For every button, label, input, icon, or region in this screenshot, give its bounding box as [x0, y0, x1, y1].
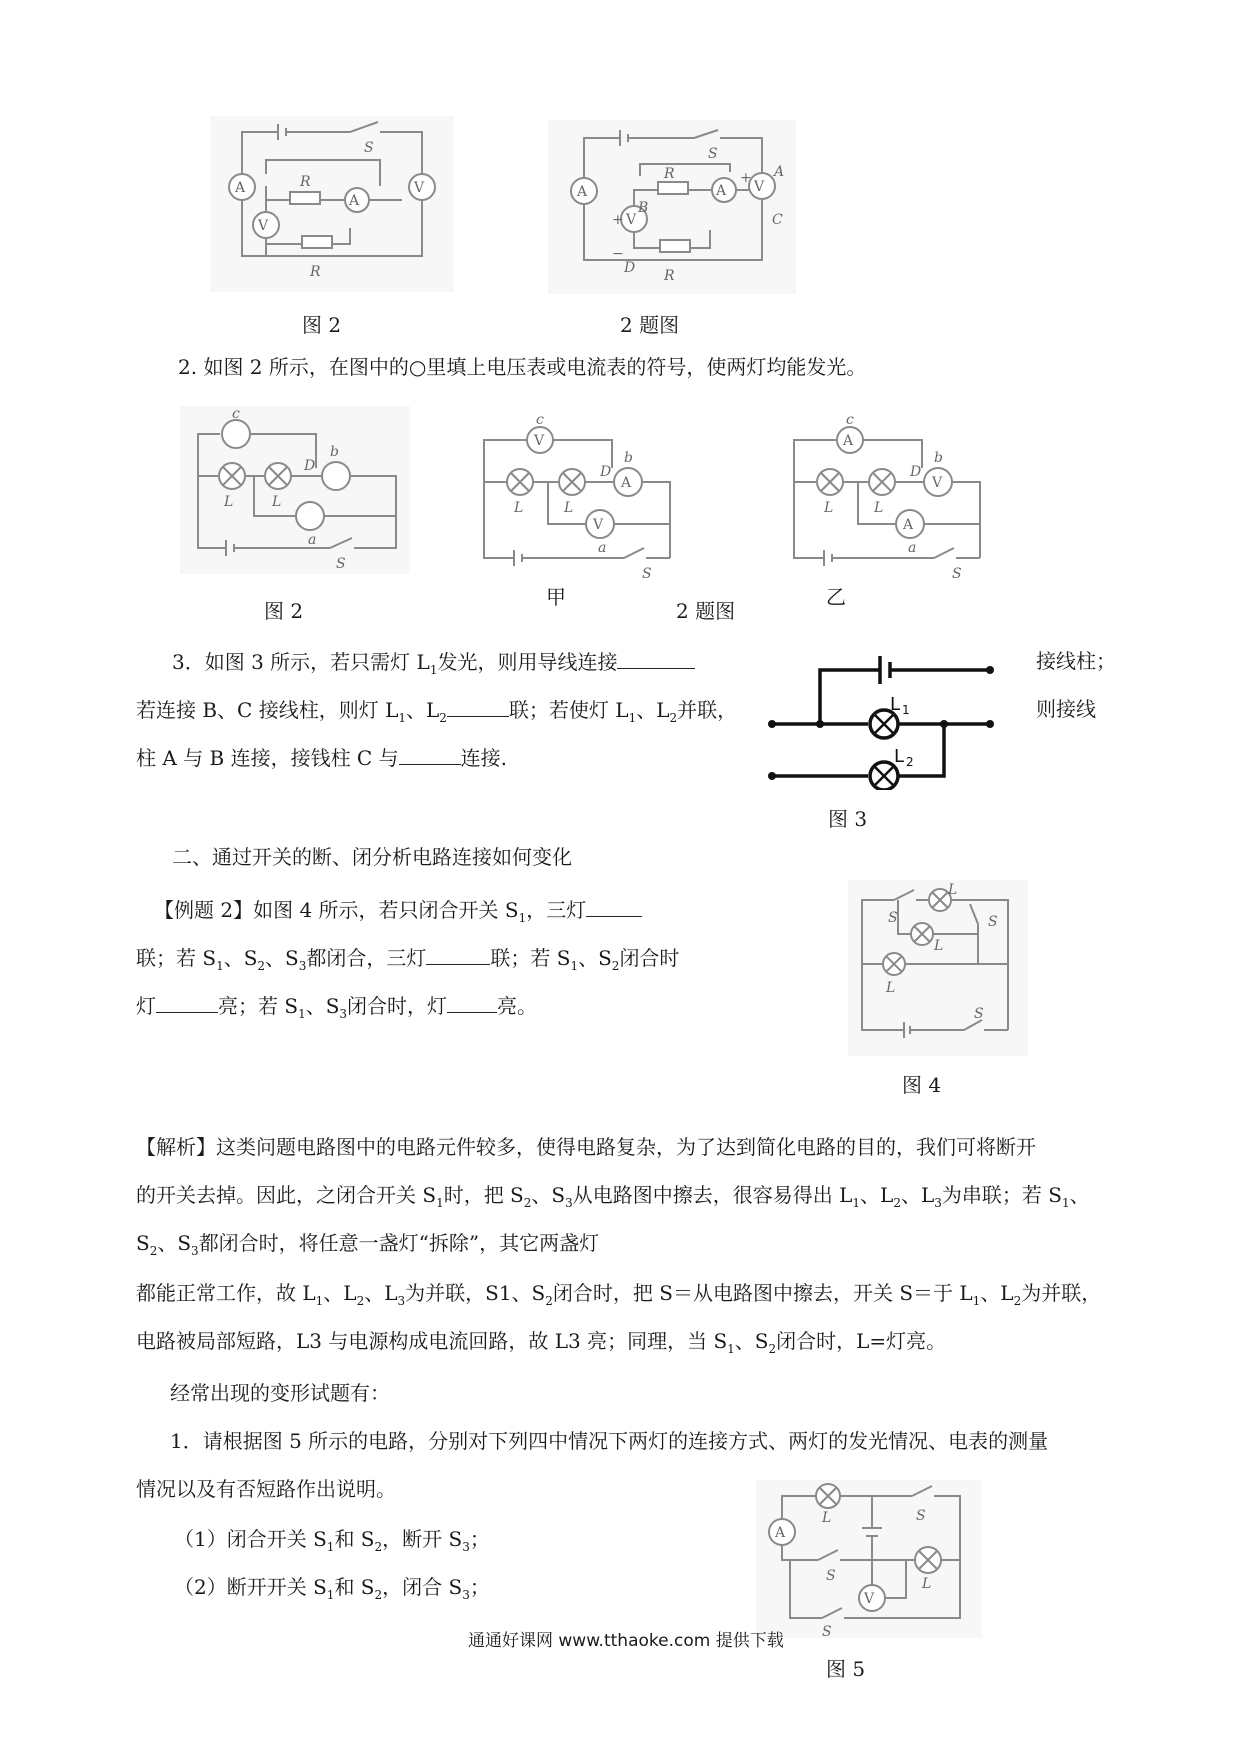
- svg-text:L: L: [272, 494, 282, 510]
- svg-text:R: R: [664, 166, 675, 182]
- svg-text:V: V: [593, 517, 604, 533]
- svg-text:b: b: [330, 444, 339, 460]
- svg-text:c: c: [846, 412, 854, 428]
- svg-text:V: V: [414, 180, 425, 196]
- question-3-line-2: 若连接 B、C 接线柱，则灯 $L_1$、$L_2$ 联；若使灯 $L_1$、$L_2$并联，: [136, 694, 737, 733]
- svg-text:A: A: [903, 517, 914, 533]
- svg-text:L: L: [224, 494, 234, 510]
- label-jia: 甲: [546, 585, 566, 609]
- svg-text:+: +: [612, 212, 624, 228]
- svg-text:C: C: [772, 212, 783, 228]
- svg-text:S: S: [988, 914, 998, 930]
- svg-text:L: L: [894, 746, 905, 767]
- example-2-line-1: 【例题 2】如图 4 所示，若只闭合开关 $S_1$，三灯: [154, 894, 642, 933]
- variants-heading: 经常出现的变形试题有：: [170, 1381, 390, 1405]
- svg-text:2: 2: [906, 755, 914, 769]
- svg-text:V: V: [534, 433, 545, 449]
- svg-text:A: A: [843, 433, 854, 449]
- example-2-line-2: 联；若 $S_1$、$S_2$、$S_3$都闭合，三灯 联；若 $S_1$、$S_2$闭合时: [136, 942, 679, 981]
- example-2-line-3: 灯 亮；若 $S_1$、$S_3$闭合时，灯 亮。: [136, 990, 537, 1029]
- svg-text:A: A: [577, 184, 588, 200]
- svg-text:A: A: [621, 475, 632, 491]
- svg-text:V: V: [932, 475, 943, 491]
- variant-item-1: （1）闭合开关 $S_1$和 $S_2$，断开 $S_3$；: [174, 1527, 490, 1554]
- svg-text:c: c: [536, 412, 544, 428]
- analysis-line-5: 电路被局部短路，L3 与电源构成电流回路，故 L3 亮；同理，当 $S_1$、$S_2$闭合时，L=灯亮。: [136, 1329, 947, 1356]
- svg-text:V: V: [864, 1591, 875, 1607]
- svg-text:A: A: [775, 1525, 786, 1541]
- analysis-line-3: $S_2$、$S_3$都闭合时，将任意一盏灯“拆除”，其它两盏灯: [136, 1231, 600, 1258]
- svg-text:a: a: [598, 540, 607, 556]
- analysis-line-1: 【解析】这类问题电路图中的电路元件较多，使得电路复杂，为了达到简化电路的目的，我们可将断开: [136, 1135, 1036, 1159]
- svg-text:S: S: [952, 566, 962, 582]
- figure-4-three-lamp-circuit: [848, 880, 1028, 1056]
- svg-text:V: V: [754, 179, 765, 195]
- svg-text:L: L: [822, 1510, 832, 1526]
- figure-2-lamp-circuit: [180, 406, 410, 574]
- svg-text:S: S: [916, 1508, 926, 1524]
- question-3-line-1-end: 接线柱；: [1036, 649, 1116, 673]
- svg-text:L: L: [922, 1576, 932, 1592]
- svg-text:V: V: [626, 212, 637, 228]
- figure-2-question-circuit: [548, 120, 796, 294]
- svg-text:R: R: [664, 268, 675, 284]
- svg-text:L: L: [886, 980, 896, 996]
- page-footer: 通通好课网 www.tthaoke.com 提供下载: [468, 1631, 784, 1651]
- svg-text:a: a: [308, 532, 317, 548]
- svg-text:S: S: [336, 556, 346, 572]
- analysis-line-2: 的开关去掉。因此，之闭合开关 $S_1$时，把 $S_2$、$S_3$从电路图中擦去，很容易得出 $L_1$、$L_2$、$L_3$为串联；若 $S_1$、: [136, 1183, 1090, 1210]
- svg-text:S: S: [364, 140, 374, 156]
- figure-4-caption: 图 4: [902, 1073, 942, 1097]
- question-3-line-1: 3．如图 3 所示，若只需灯 $L_1$发光，则用导线连接: [172, 646, 695, 685]
- figure-3-caption: 图 3: [828, 807, 868, 831]
- svg-text:D: D: [910, 464, 922, 480]
- svg-text:L: L: [874, 500, 884, 516]
- svg-text:a: a: [908, 540, 917, 556]
- svg-text:L: L: [948, 882, 958, 898]
- svg-text:c: c: [232, 406, 240, 422]
- svg-text:b: b: [934, 450, 943, 466]
- question-3-line-2-end: 则接线: [1036, 697, 1096, 721]
- svg-text:S: S: [888, 910, 898, 926]
- figure-2-caption-2: 图 2: [264, 599, 304, 623]
- svg-text:R: R: [300, 174, 311, 190]
- svg-text:V: V: [258, 218, 269, 234]
- variant-q1-line-2: 情况以及有否短路作出说明。: [136, 1477, 396, 1501]
- svg-text:L: L: [514, 500, 524, 516]
- question-2-figure-caption-2: 2 题图: [676, 599, 736, 623]
- variant-q1-line-1: 1．请根据图 5 所示的电路，分别对下列四中情况下两灯的连接方式、两灯的发光情况、电表的测量: [170, 1429, 1049, 1453]
- svg-text:b: b: [624, 450, 633, 466]
- svg-text:D: D: [304, 458, 316, 474]
- svg-text:−: −: [612, 246, 624, 262]
- figure-2-caption: 图 2: [302, 313, 342, 337]
- svg-text:D: D: [624, 260, 636, 276]
- svg-text:1: 1: [902, 703, 910, 717]
- figure-5-caption: 图 5: [826, 1657, 866, 1681]
- figure-2-circuit-a: [210, 116, 454, 292]
- variant-item-2: （2）断开开关 $S_1$和 $S_2$，闭合 $S_3$；: [174, 1575, 490, 1602]
- svg-text:L: L: [564, 500, 574, 516]
- svg-text:S: S: [642, 566, 652, 582]
- svg-text:+: +: [740, 170, 752, 186]
- meter-a1-label: A: [235, 180, 246, 196]
- question-2-text: 2. 如图 2 所示，在图中的○里填上电压表或电流表的符号，使两灯均能发光。: [178, 355, 867, 379]
- svg-text:L: L: [934, 938, 944, 954]
- svg-text:B: B: [638, 200, 649, 216]
- svg-text:L: L: [824, 500, 834, 516]
- svg-text:D: D: [600, 464, 612, 480]
- figure-3-terminal-circuit: [764, 648, 1014, 790]
- svg-text:R: R: [310, 264, 321, 280]
- svg-text:S: S: [974, 1006, 984, 1022]
- question-2-figure-caption: 2 题图: [620, 313, 680, 337]
- analysis-line-4: 都能正常工作，故 $L_1$、$L_2$、$L_3$为并联，S1、$S_2$闭合时，把 S＝从电路图中擦去，开关 S＝于 $L_1$、$L_2$为并联，: [136, 1281, 1102, 1308]
- figure-2-answer-jia-yi: [474, 408, 1002, 590]
- label-yi: 乙: [826, 585, 846, 609]
- question-3-line-3: 柱 A 与 B 连接，接钱柱 C 与 连接.: [136, 742, 507, 773]
- svg-text:A: A: [349, 193, 360, 209]
- figure-5-circuit: [756, 1480, 982, 1638]
- svg-text:A: A: [774, 164, 785, 180]
- svg-text:S: S: [822, 1624, 832, 1638]
- svg-text:L: L: [890, 694, 901, 715]
- section-2-heading: 二、通过开关的断、闭分析电路连接如何变化: [172, 845, 572, 869]
- svg-text:S: S: [708, 146, 718, 162]
- svg-text:A: A: [716, 183, 727, 199]
- svg-text:S: S: [826, 1568, 836, 1584]
